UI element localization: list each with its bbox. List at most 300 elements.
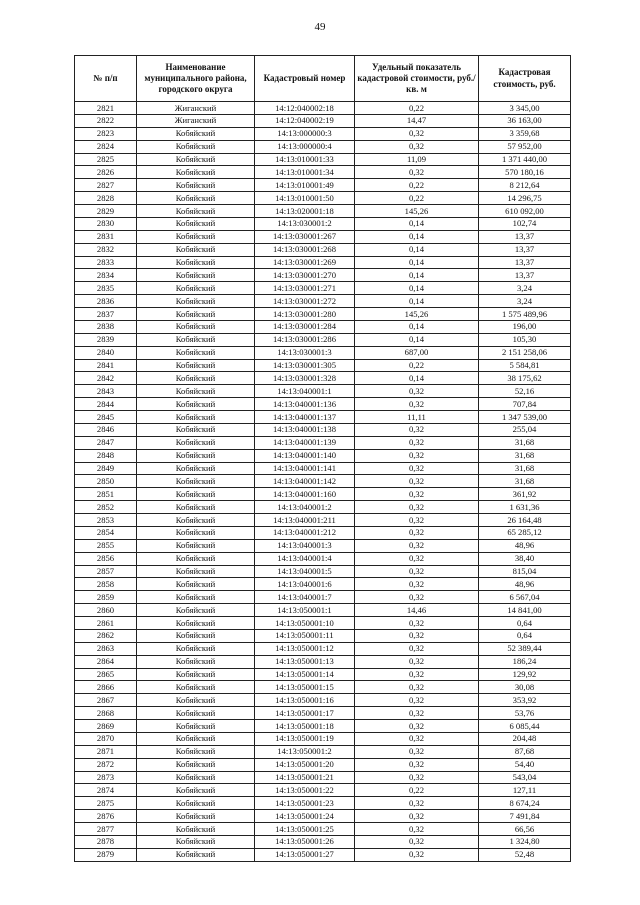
municipality-cell: Кобяйский: [137, 655, 255, 668]
municipality-cell: Кобяйский: [137, 346, 255, 359]
table-row: [75, 217, 571, 230]
table-row: [75, 398, 571, 411]
cadastral-value-cell: 707,84: [479, 398, 571, 411]
municipality-cell: Кобяйский: [137, 526, 255, 539]
cadastral-value-cell: 0,64: [479, 617, 571, 630]
municipality-cell: Кобяйский: [137, 372, 255, 385]
row-number-cell: 2877: [75, 823, 137, 836]
row-number-cell: 2847: [75, 436, 137, 449]
cadastral-value-cell: 14 296,75: [479, 192, 571, 205]
row-number-cell: 2861: [75, 617, 137, 630]
specific-value-cell: 0,32: [355, 398, 479, 411]
cadastral-number-cell: 14:13:040001:160: [255, 488, 355, 501]
cadastral-value-table: [74, 55, 571, 862]
specific-value-cell: 0,32: [355, 591, 479, 604]
row-number-cell: 2869: [75, 720, 137, 733]
specific-value-cell: 0,32: [355, 732, 479, 745]
specific-value-cell: 0,32: [355, 694, 479, 707]
row-number-cell: 2862: [75, 629, 137, 642]
specific-value-cell: 0,22: [355, 359, 479, 372]
specific-value-cell: 0,32: [355, 526, 479, 539]
row-number-cell: 2826: [75, 166, 137, 179]
cadastral-value-cell: 13,37: [479, 256, 571, 269]
municipality-cell: Кобяйский: [137, 591, 255, 604]
row-number-cell: 2866: [75, 681, 137, 694]
cadastral-value-cell: 6 085,44: [479, 720, 571, 733]
table-row: [75, 320, 571, 333]
table-row: [75, 346, 571, 359]
row-number-cell: 2837: [75, 308, 137, 321]
cadastral-number-cell: 14:13:030001:2: [255, 217, 355, 230]
table-row: [75, 166, 571, 179]
cadastral-number-cell: 14:13:040001:4: [255, 552, 355, 565]
table-row: [75, 745, 571, 758]
cadastral-number-cell: 14:13:040001:141: [255, 462, 355, 475]
specific-value-cell: 14,46: [355, 604, 479, 617]
table-row: [75, 462, 571, 475]
cadastral-number-cell: 14:13:050001:20: [255, 758, 355, 771]
table-row: [75, 552, 571, 565]
cadastral-number-cell: 14:13:050001:27: [255, 848, 355, 861]
row-number-cell: 2846: [75, 423, 137, 436]
specific-value-cell: 0,32: [355, 797, 479, 810]
table-row: [75, 282, 571, 295]
cadastral-number-cell: 14:13:030001:269: [255, 256, 355, 269]
cadastral-value-cell: 14 841,00: [479, 604, 571, 617]
municipality-cell: Кобяйский: [137, 720, 255, 733]
cadastral-value-cell: 52 389,44: [479, 642, 571, 655]
row-number-cell: 2828: [75, 192, 137, 205]
row-number-cell: 2841: [75, 359, 137, 372]
municipality-cell: Кобяйский: [137, 398, 255, 411]
table-row: [75, 694, 571, 707]
specific-value-cell: 0,32: [355, 617, 479, 630]
cadastral-value-cell: 48,96: [479, 539, 571, 552]
cadastral-number-cell: 14:13:040001:142: [255, 475, 355, 488]
cadastral-number-cell: 14:13:050001:12: [255, 642, 355, 655]
row-number-cell: 2834: [75, 269, 137, 282]
specific-value-cell: 0,32: [355, 140, 479, 153]
row-number-cell: 2848: [75, 449, 137, 462]
cadastral-number-cell: 14:13:040001:137: [255, 411, 355, 424]
row-number-cell: 2833: [75, 256, 137, 269]
specific-value-cell: 0,32: [355, 681, 479, 694]
cadastral-value-cell: 13,37: [479, 269, 571, 282]
table-row: [75, 192, 571, 205]
specific-value-cell: 0,32: [355, 823, 479, 836]
municipality-cell: Кобяйский: [137, 797, 255, 810]
specific-value-cell: 11,11: [355, 411, 479, 424]
cadastral-value-cell: 13,37: [479, 230, 571, 243]
row-number-cell: 2870: [75, 732, 137, 745]
specific-value-cell: 0,32: [355, 462, 479, 475]
cadastral-value-cell: 102,74: [479, 217, 571, 230]
row-number-cell: 2859: [75, 591, 137, 604]
municipality-cell: Кобяйский: [137, 153, 255, 166]
cadastral-value-cell: 3,24: [479, 282, 571, 295]
municipality-cell: Кобяйский: [137, 707, 255, 720]
cadastral-number-cell: 14:13:040001:140: [255, 449, 355, 462]
cadastral-number-cell: 14:13:040001:7: [255, 591, 355, 604]
table-row: [75, 179, 571, 192]
row-number-cell: 2853: [75, 514, 137, 527]
row-number-cell: 2842: [75, 372, 137, 385]
cadastral-number-cell: 14:13:020001:18: [255, 205, 355, 218]
table-row: [75, 102, 571, 115]
cadastral-value-cell: 1 371 440,00: [479, 153, 571, 166]
cadastral-number-cell: 14:13:040001:6: [255, 578, 355, 591]
specific-value-cell: 0,32: [355, 436, 479, 449]
cadastral-value-cell: 30,08: [479, 681, 571, 694]
row-number-cell: 2844: [75, 398, 137, 411]
specific-value-cell: 0,14: [355, 217, 479, 230]
cadastral-value-cell: 129,92: [479, 668, 571, 681]
municipality-cell: Кобяйский: [137, 320, 255, 333]
table-row: [75, 732, 571, 745]
row-number-cell: 2864: [75, 655, 137, 668]
cadastral-number-cell: 14:13:050001:17: [255, 707, 355, 720]
specific-value-cell: 0,22: [355, 102, 479, 115]
table-row: [75, 308, 571, 321]
row-number-cell: 2858: [75, 578, 137, 591]
cadastral-number-cell: 14:13:040001:138: [255, 423, 355, 436]
cadastral-number-cell: 14:13:030001:286: [255, 333, 355, 346]
cadastral-number-cell: 14:13:010001:49: [255, 179, 355, 192]
cadastral-number-cell: 14:13:050001:24: [255, 810, 355, 823]
cadastral-value-cell: 8 674,24: [479, 797, 571, 810]
municipality-cell: Кобяйский: [137, 256, 255, 269]
cadastral-number-cell: 14:13:010001:50: [255, 192, 355, 205]
municipality-cell: Кобяйский: [137, 604, 255, 617]
row-number-cell: 2867: [75, 694, 137, 707]
specific-value-cell: 0,32: [355, 488, 479, 501]
cadastral-value-cell: 196,00: [479, 320, 571, 333]
municipality-cell: Кобяйский: [137, 166, 255, 179]
cadastral-value-cell: 52,16: [479, 385, 571, 398]
municipality-cell: Кобяйский: [137, 449, 255, 462]
table-header-row: [75, 56, 571, 102]
row-number-cell: 2874: [75, 784, 137, 797]
table-row: [75, 668, 571, 681]
row-number-cell: 2832: [75, 243, 137, 256]
table-row: [75, 436, 571, 449]
row-number-cell: 2868: [75, 707, 137, 720]
header-cadastral-number: Кадастровый номер: [255, 56, 355, 102]
table-row: [75, 526, 571, 539]
cadastral-number-cell: 14:13:050001:18: [255, 720, 355, 733]
municipality-cell: Кобяйский: [137, 423, 255, 436]
cadastral-number-cell: 14:13:040001:139: [255, 436, 355, 449]
municipality-cell: Жиганский: [137, 114, 255, 127]
cadastral-value-cell: 31,68: [479, 436, 571, 449]
row-number-cell: 2839: [75, 333, 137, 346]
cadastral-number-cell: 14:13:050001:13: [255, 655, 355, 668]
table-row: [75, 514, 571, 527]
municipality-cell: Кобяйский: [137, 810, 255, 823]
cadastral-value-cell: 361,92: [479, 488, 571, 501]
table-row: [75, 153, 571, 166]
table-row: [75, 642, 571, 655]
table-row: [75, 140, 571, 153]
cadastral-value-cell: 7 491,84: [479, 810, 571, 823]
specific-value-cell: 0,32: [355, 835, 479, 848]
specific-value-cell: 0,32: [355, 449, 479, 462]
cadastral-value-cell: 13,37: [479, 243, 571, 256]
page-number: 49: [314, 21, 326, 33]
cadastral-value-cell: 610 092,00: [479, 205, 571, 218]
cadastral-number-cell: 14:13:050001:1: [255, 604, 355, 617]
cadastral-value-cell: 26 164,48: [479, 514, 571, 527]
row-number-cell: 2857: [75, 565, 137, 578]
row-number-cell: 2827: [75, 179, 137, 192]
municipality-cell: Кобяйский: [137, 127, 255, 140]
municipality-cell: Кобяйский: [137, 385, 255, 398]
cadastral-value-cell: 1 347 539,00: [479, 411, 571, 424]
municipality-cell: Жиганский: [137, 102, 255, 115]
cadastral-value-cell: 3,24: [479, 295, 571, 308]
municipality-cell: Кобяйский: [137, 501, 255, 514]
table-row: [75, 797, 571, 810]
cadastral-number-cell: 14:13:040001:136: [255, 398, 355, 411]
specific-value-cell: 0,32: [355, 810, 479, 823]
municipality-cell: Кобяйский: [137, 629, 255, 642]
table-row: [75, 488, 571, 501]
cadastral-number-cell: 14:13:040001:5: [255, 565, 355, 578]
cadastral-number-cell: 14:13:030001:280: [255, 308, 355, 321]
municipality-cell: Кобяйский: [137, 539, 255, 552]
specific-value-cell: 0,32: [355, 668, 479, 681]
cadastral-number-cell: 14:13:030001:267: [255, 230, 355, 243]
cadastral-number-cell: 14:13:000000:3: [255, 127, 355, 140]
row-number-cell: 2855: [75, 539, 137, 552]
cadastral-value-cell: 543,04: [479, 771, 571, 784]
specific-value-cell: 14,47: [355, 114, 479, 127]
cadastral-value-cell: 3 359,68: [479, 127, 571, 140]
municipality-cell: Кобяйский: [137, 823, 255, 836]
cadastral-number-cell: 14:13:030001:270: [255, 269, 355, 282]
table-row: [75, 269, 571, 282]
row-number-cell: 2860: [75, 604, 137, 617]
cadastral-number-cell: 14:13:040001:212: [255, 526, 355, 539]
row-number-cell: 2835: [75, 282, 137, 295]
cadastral-value-cell: 31,68: [479, 475, 571, 488]
specific-value-cell: 0,32: [355, 720, 479, 733]
specific-value-cell: 0,32: [355, 385, 479, 398]
specific-value-cell: 0,14: [355, 256, 479, 269]
municipality-cell: Кобяйский: [137, 514, 255, 527]
table-row: [75, 720, 571, 733]
cadastral-value-cell: 186,24: [479, 655, 571, 668]
specific-value-cell: 0,32: [355, 629, 479, 642]
municipality-cell: Кобяйский: [137, 745, 255, 758]
cadastral-value-cell: 31,68: [479, 462, 571, 475]
table-row: [75, 810, 571, 823]
cadastral-number-cell: 14:13:050001:16: [255, 694, 355, 707]
table-row: [75, 848, 571, 861]
cadastral-value-cell: 6 567,04: [479, 591, 571, 604]
specific-value-cell: 0,32: [355, 501, 479, 514]
table-row: [75, 295, 571, 308]
row-number-cell: 2856: [75, 552, 137, 565]
cadastral-number-cell: 14:13:030001:271: [255, 282, 355, 295]
municipality-cell: Кобяйский: [137, 552, 255, 565]
table-row: [75, 423, 571, 436]
table-row: [75, 784, 571, 797]
row-number-cell: 2850: [75, 475, 137, 488]
cadastral-value-cell: 54,40: [479, 758, 571, 771]
cadastral-number-cell: 14:13:050001:14: [255, 668, 355, 681]
specific-value-cell: 0,32: [355, 655, 479, 668]
cadastral-number-cell: 14:13:050001:26: [255, 835, 355, 848]
municipality-cell: Кобяйский: [137, 282, 255, 295]
specific-value-cell: 0,32: [355, 475, 479, 488]
specific-value-cell: 0,32: [355, 166, 479, 179]
municipality-cell: Кобяйский: [137, 578, 255, 591]
cadastral-number-cell: 14:13:050001:25: [255, 823, 355, 836]
cadastral-number-cell: 14:13:040001:1: [255, 385, 355, 398]
table-row: [75, 591, 571, 604]
table-row: [75, 411, 571, 424]
specific-value-cell: 0,14: [355, 230, 479, 243]
row-number-cell: 2838: [75, 320, 137, 333]
specific-value-cell: 0,14: [355, 320, 479, 333]
cadastral-number-cell: 14:13:050001:23: [255, 797, 355, 810]
municipality-cell: Кобяйский: [137, 411, 255, 424]
municipality-cell: Кобяйский: [137, 848, 255, 861]
municipality-cell: Кобяйский: [137, 333, 255, 346]
municipality-cell: Кобяйский: [137, 295, 255, 308]
table-row: [75, 823, 571, 836]
municipality-cell: Кобяйский: [137, 179, 255, 192]
row-number-cell: 2831: [75, 230, 137, 243]
cadastral-value-cell: 3 345,00: [479, 102, 571, 115]
municipality-cell: Кобяйский: [137, 462, 255, 475]
municipality-cell: Кобяйский: [137, 771, 255, 784]
row-number-cell: 2825: [75, 153, 137, 166]
table-row: [75, 835, 571, 848]
cadastral-value-cell: 1 575 489,96: [479, 308, 571, 321]
specific-value-cell: 0,32: [355, 578, 479, 591]
cadastral-number-cell: 14:13:050001:15: [255, 681, 355, 694]
table-row: [75, 771, 571, 784]
municipality-cell: Кобяйский: [137, 192, 255, 205]
specific-value-cell: 0,32: [355, 514, 479, 527]
table-row: [75, 655, 571, 668]
specific-value-cell: 0,32: [355, 565, 479, 578]
municipality-cell: Кобяйский: [137, 784, 255, 797]
table-row: [75, 449, 571, 462]
table-row: [75, 230, 571, 243]
cadastral-value-cell: 1 631,36: [479, 501, 571, 514]
cadastral-value-cell: 53,76: [479, 707, 571, 720]
cadastral-value-cell: 38,40: [479, 552, 571, 565]
table-row: [75, 127, 571, 140]
municipality-cell: Кобяйский: [137, 835, 255, 848]
cadastral-number-cell: 14:13:050001:21: [255, 771, 355, 784]
specific-value-cell: 0,14: [355, 372, 479, 385]
cadastral-number-cell: 14:13:040001:3: [255, 539, 355, 552]
specific-value-cell: 0,22: [355, 784, 479, 797]
header-municipality: Наименование муниципального района, городского округа: [137, 56, 255, 102]
cadastral-number-cell: 14:13:050001:22: [255, 784, 355, 797]
row-number-cell: 2851: [75, 488, 137, 501]
municipality-cell: Кобяйский: [137, 243, 255, 256]
row-number-cell: 2879: [75, 848, 137, 861]
table-body: [75, 102, 571, 862]
cadastral-value-cell: 8 212,64: [479, 179, 571, 192]
table-row: [75, 681, 571, 694]
row-number-cell: 2871: [75, 745, 137, 758]
specific-value-cell: 11,09: [355, 153, 479, 166]
municipality-cell: Кобяйский: [137, 230, 255, 243]
cadastral-number-cell: 14:13:030001:284: [255, 320, 355, 333]
cadastral-value-cell: 5 584,81: [479, 359, 571, 372]
cadastral-number-cell: 14:13:030001:305: [255, 359, 355, 372]
table-row: [75, 243, 571, 256]
cadastral-value-cell: 204,48: [479, 732, 571, 745]
table-row: [75, 629, 571, 642]
row-number-cell: 2830: [75, 217, 137, 230]
cadastral-number-cell: 14:13:030001:272: [255, 295, 355, 308]
table-row: [75, 539, 571, 552]
cadastral-value-cell: 48,96: [479, 578, 571, 591]
cadastral-value-cell: 57 952,00: [479, 140, 571, 153]
table-row: [75, 333, 571, 346]
row-number-cell: 2840: [75, 346, 137, 359]
cadastral-value-cell: 36 163,00: [479, 114, 571, 127]
specific-value-cell: 0,14: [355, 282, 479, 295]
cadastral-value-cell: 127,11: [479, 784, 571, 797]
specific-value-cell: 0,32: [355, 539, 479, 552]
row-number-cell: 2849: [75, 462, 137, 475]
table-row: [75, 758, 571, 771]
specific-value-cell: 0,32: [355, 423, 479, 436]
municipality-cell: Кобяйский: [137, 681, 255, 694]
cadastral-number-cell: 14:13:040001:2: [255, 501, 355, 514]
specific-value-cell: 145,26: [355, 205, 479, 218]
cadastral-number-cell: 14:13:010001:34: [255, 166, 355, 179]
cadastral-number-cell: 14:13:000000:4: [255, 140, 355, 153]
row-number-cell: 2878: [75, 835, 137, 848]
cadastral-number-cell: 14:12:040002:19: [255, 114, 355, 127]
cadastral-number-cell: 14:12:040002:18: [255, 102, 355, 115]
row-number-cell: 2875: [75, 797, 137, 810]
municipality-cell: Кобяйский: [137, 617, 255, 630]
specific-value-cell: 0,32: [355, 707, 479, 720]
row-number-cell: 2822: [75, 114, 137, 127]
table-row: [75, 707, 571, 720]
header-cadastral-value: Кадастровая стоимость, руб.: [479, 56, 571, 102]
specific-value-cell: 145,26: [355, 308, 479, 321]
table-row: [75, 114, 571, 127]
row-number-cell: 2829: [75, 205, 137, 218]
municipality-cell: Кобяйский: [137, 269, 255, 282]
municipality-cell: Кобяйский: [137, 475, 255, 488]
cadastral-value-cell: 1 324,80: [479, 835, 571, 848]
cadastral-value-cell: 2 151 258,06: [479, 346, 571, 359]
row-number-cell: 2823: [75, 127, 137, 140]
cadastral-value-cell: 52,48: [479, 848, 571, 861]
specific-value-cell: 0,14: [355, 243, 479, 256]
row-number-cell: 2865: [75, 668, 137, 681]
cadastral-value-cell: 353,92: [479, 694, 571, 707]
cadastral-value-cell: 815,04: [479, 565, 571, 578]
table-row: [75, 385, 571, 398]
municipality-cell: Кобяйский: [137, 308, 255, 321]
municipality-cell: Кобяйский: [137, 668, 255, 681]
municipality-cell: Кобяйский: [137, 488, 255, 501]
specific-value-cell: 0,14: [355, 295, 479, 308]
